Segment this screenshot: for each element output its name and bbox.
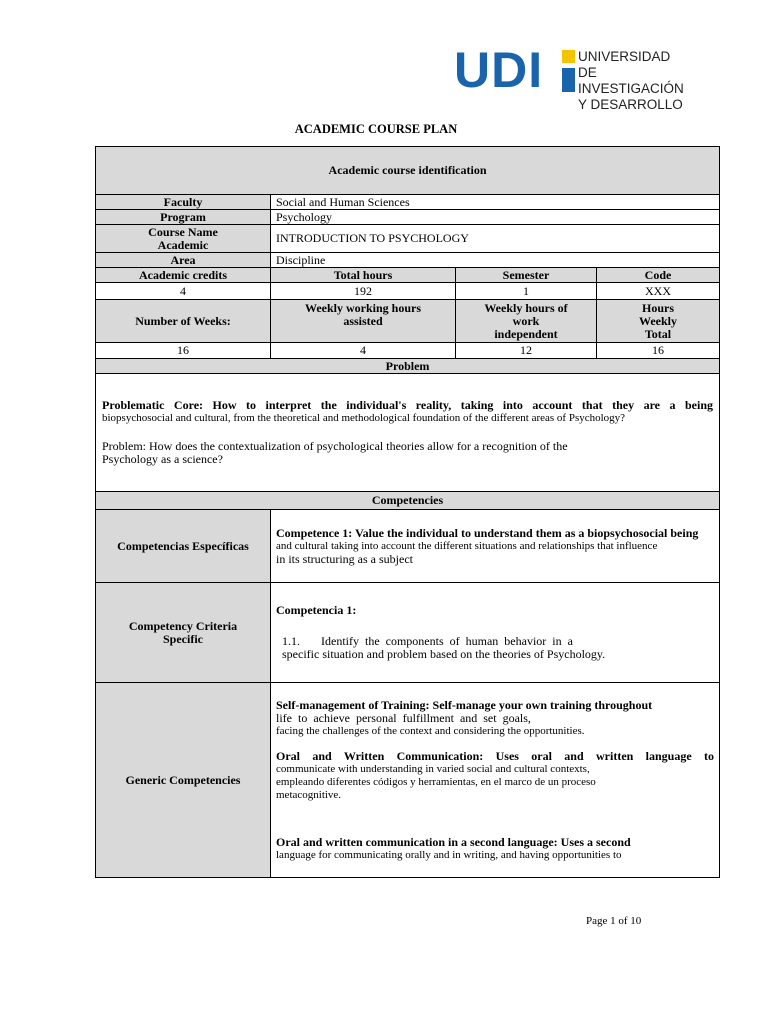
total-weekly-hours-value: 16	[597, 343, 720, 359]
problem-header: Problem	[96, 359, 720, 374]
generic-2-line-3: empleando diferentes códigos y herramientas, en el marco de un proceso	[276, 776, 596, 788]
identification-header: Academic course identification	[96, 147, 720, 195]
specific-competence-line-3: in its structuring as a subject	[276, 551, 413, 566]
course-plan-table	[95, 146, 720, 878]
assisted-label-line-1: Weekly working hours	[304, 301, 421, 315]
generic-1-line-3: facing the challenges of the context and considering the opportunities.	[276, 725, 585, 737]
total-label-line-1: Hours	[642, 301, 675, 315]
independent-label-line-3: independent	[494, 327, 558, 341]
independent-label-line-2: work	[512, 314, 540, 328]
weeks-header-row	[96, 300, 720, 343]
independent-hours-value: 12	[456, 343, 597, 359]
logo-name-line-2: DE INVESTIGACIÓN	[578, 65, 684, 96]
area-label: Area	[96, 253, 271, 268]
weeks-value: 16	[96, 343, 271, 359]
total-label-line-2: Weekly	[639, 314, 678, 328]
faculty-label: Faculty	[96, 195, 271, 210]
identification-header-row	[96, 147, 720, 195]
specific-competence-title: Competence 1: Value the individual to understand them as a biopsychosocial being	[276, 525, 699, 540]
university-logo	[452, 42, 706, 112]
competencies-header: Competencies	[96, 492, 720, 510]
problem-core-bold: Problematic Core: How to interpret the individual's reality, taking into account that they are a being	[102, 398, 714, 412]
program-label: Program	[96, 210, 271, 225]
specific-competencies-label: Competencias Específicas	[96, 510, 271, 583]
criteria-label-line-1: Competency Criteria	[128, 618, 238, 633]
competency-criteria-content	[271, 583, 720, 683]
course-name-label-line-1: Course Name	[148, 224, 218, 239]
faculty-value: Social and Human Sciences	[271, 195, 720, 210]
logo-university-name	[578, 49, 706, 113]
independent-hours-label	[456, 300, 597, 343]
criteria-title: Competencia 1:	[276, 603, 357, 617]
criteria-label-line-2: Specific	[163, 631, 203, 646]
course-name-label	[96, 225, 271, 253]
competency-criteria-label	[96, 583, 271, 683]
total-weekly-hours-label	[597, 300, 720, 343]
credits-header-row	[96, 268, 720, 283]
specific-competencies-content	[271, 510, 720, 583]
program-row	[96, 210, 720, 225]
total-hours-value: 192	[271, 283, 456, 300]
problem-content	[96, 374, 720, 492]
competencies-header-row	[96, 492, 720, 510]
criteria-item-line-1: 1.1. Identify the components of human behavior in a	[282, 634, 573, 648]
generic-3-line-2: language for communicating orally and in writing, and having opportunities to	[276, 849, 622, 861]
course-name-row	[96, 225, 720, 253]
problem-question-line-1: Problem: How does the contextualization of psychological theories allow for a recognition of the	[102, 439, 568, 453]
criteria-item-line-2: specific situation and problem based on the theories of Psychology.	[282, 647, 606, 661]
total-hours-label: Total hours	[271, 268, 456, 283]
problem-question-line-2: Psychology as a science?	[102, 452, 223, 466]
assisted-hours-label	[271, 300, 456, 343]
logo-mark: UDI	[454, 42, 544, 98]
code-value: XXX	[597, 283, 720, 300]
generic-competencies-label: Generic Competencies	[96, 683, 271, 878]
generic-2-title: Oral and Written Communication: Uses oral and written language to	[276, 749, 715, 763]
semester-label: Semester	[456, 268, 597, 283]
credits-label: Academic credits	[96, 268, 271, 283]
area-row	[96, 253, 720, 268]
assisted-hours-value: 4	[271, 343, 456, 359]
logo-name-line-1: UNIVERSIDAD	[578, 49, 671, 64]
code-label: Code	[597, 268, 720, 283]
total-label-line-3: Total	[644, 327, 672, 341]
problem-header-row	[96, 359, 720, 374]
generic-1-line-2: life to achieve personal fulfillment and set goals,	[276, 711, 531, 725]
generic-competencies-row	[96, 683, 720, 878]
credits-values-row	[96, 283, 720, 300]
document-title: ACADEMIC COURSE PLAN	[294, 122, 458, 136]
program-value: Psychology	[271, 210, 720, 225]
assisted-label-line-2: assisted	[343, 314, 383, 328]
specific-competencies-row	[96, 510, 720, 583]
credits-value: 4	[96, 283, 271, 300]
logo-yellow-square	[562, 50, 575, 63]
generic-2-line-4: metacognitive.	[276, 789, 342, 801]
page-number: Page 1 of 10	[586, 915, 642, 927]
generic-2-line-2: communicate with understanding in varied social and cultural contexts,	[276, 763, 590, 775]
faculty-row	[96, 195, 720, 210]
generic-1-title: Self-management of Training: Self-manage your own training throughout	[276, 698, 653, 712]
generic-3-title: Oral and written communication in a second language: Uses a second	[276, 835, 631, 849]
weeks-label: Number of Weeks:	[96, 300, 271, 343]
semester-value: 1	[456, 283, 597, 300]
generic-competencies-content	[271, 683, 720, 878]
specific-competence-line-2: and cultural taking into account the different situations and relationships that influence	[276, 539, 658, 552]
area-value: Discipline	[271, 253, 720, 268]
independent-label-line-1: Weekly hours of	[484, 301, 568, 315]
course-name-value: INTRODUCTION TO PSYCHOLOGY	[271, 225, 720, 253]
course-name-label-line-2: Academic	[157, 237, 209, 252]
competency-criteria-row	[96, 583, 720, 683]
problem-content-row	[96, 374, 720, 492]
logo-name-line-3: Y DESARROLLO	[578, 97, 683, 112]
problem-core-rest: biopsychosocial and cultural, from the theoretical and methodological foundation of the different areas of Psychology?	[102, 412, 626, 424]
weeks-values-row	[96, 343, 720, 359]
logo-blue-bar	[562, 68, 575, 92]
